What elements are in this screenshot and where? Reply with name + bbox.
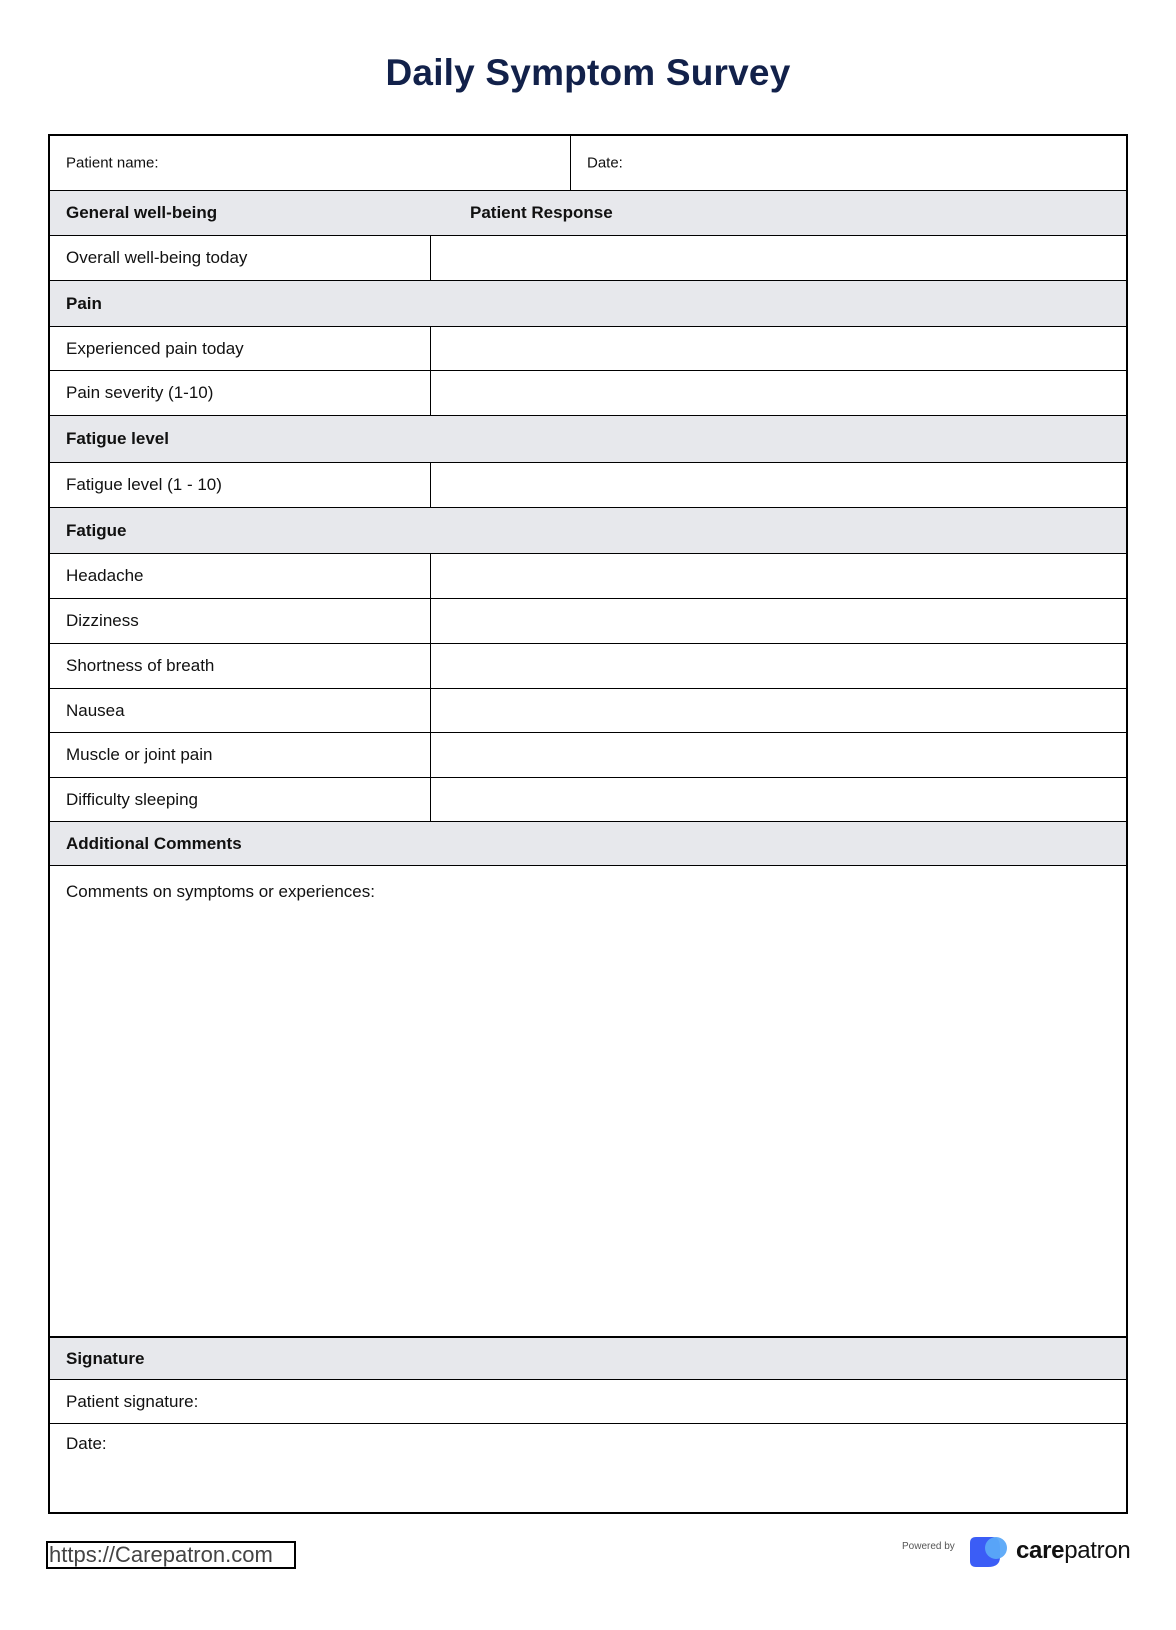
response-field-overall[interactable] [431,236,1126,280]
item-label-fatigue-level: Fatigue level (1 - 10) [66,475,222,494]
comments-area[interactable] [50,866,1126,1338]
response-field-nausea[interactable] [431,689,1126,732]
item-label-nausea: Nausea [66,700,125,720]
item-label-shortness: Shortness of breath [66,656,215,675]
patient-name-field[interactable] [50,136,570,190]
brand-rest: patron [1064,1537,1131,1564]
item-label-headache: Headache [66,566,144,585]
item-row-fatigue-level [50,463,1126,508]
section-additional [50,822,1126,866]
section-general-title: General well-being [66,203,218,222]
item-row-overall [50,236,1126,281]
item-row-dizziness [50,599,1126,644]
signature-date-label: Date: [66,1434,107,1453]
signature-date-field[interactable] [50,1424,1126,1464]
patient-info-row [50,136,1126,191]
carepatron-logo-icon [966,1535,1012,1569]
section-fatigue-level-title: Fatigue level [66,429,169,448]
patient-signature-label: Patient signature: [66,1391,199,1411]
item-label-sleeping: Difficulty sleeping [66,789,198,809]
patient-signature-field[interactable] [50,1380,1126,1424]
item-row-sleeping [50,778,1126,822]
page-title: Daily Symptom Survey [385,52,791,93]
item-row-shortness [50,644,1126,689]
date-label: Date: [587,154,623,172]
response-field-sleeping[interactable] [431,778,1126,821]
comments-label: Comments on symptoms or experiences: [66,882,375,901]
response-field-shortness[interactable] [431,644,1126,688]
section-additional-title: Additional Comments [66,833,242,853]
response-field-headache[interactable] [431,554,1126,598]
item-row-pain-severity [50,371,1126,416]
powered-by-label: Powered by [902,1541,955,1552]
section-fatigue-level [50,416,1126,463]
section-fatigue-title: Fatigue [66,520,127,540]
item-label-overall: Overall well-being today [66,248,248,267]
patient-name-label: Patient name: [66,154,159,172]
item-row-experienced-pain [50,327,1126,371]
item-label-experienced-pain: Experienced pain today [66,338,244,358]
carepatron-link[interactable]: https://Carepatron.com [46,1541,296,1569]
item-row-muscle [50,733,1126,778]
section-signature-title: Signature [66,1348,145,1368]
response-field-dizziness[interactable] [431,599,1126,643]
brand-bold: care [1016,1537,1065,1564]
section-fatigue [50,508,1126,554]
response-field-muscle[interactable] [431,733,1126,777]
item-row-headache [50,554,1126,599]
survey-form [48,134,1128,1514]
item-label-pain-severity: Pain severity (1-10) [66,383,214,402]
section-pain-title: Pain [66,293,102,313]
response-field-pain-severity[interactable] [431,371,1126,415]
section-general [50,191,1126,236]
response-field-fatigue-level[interactable] [431,463,1126,507]
date-field[interactable] [571,136,1126,190]
section-signature [50,1338,1126,1380]
section-pain [50,281,1126,327]
item-row-nausea [50,689,1126,733]
item-label-muscle: Muscle or joint pain [66,745,213,764]
patient-response-header: Patient Response [470,203,613,222]
carepatron-brand [1016,1537,1130,1565]
item-label-dizziness: Dizziness [66,611,139,630]
response-field-experienced-pain[interactable] [431,327,1126,370]
